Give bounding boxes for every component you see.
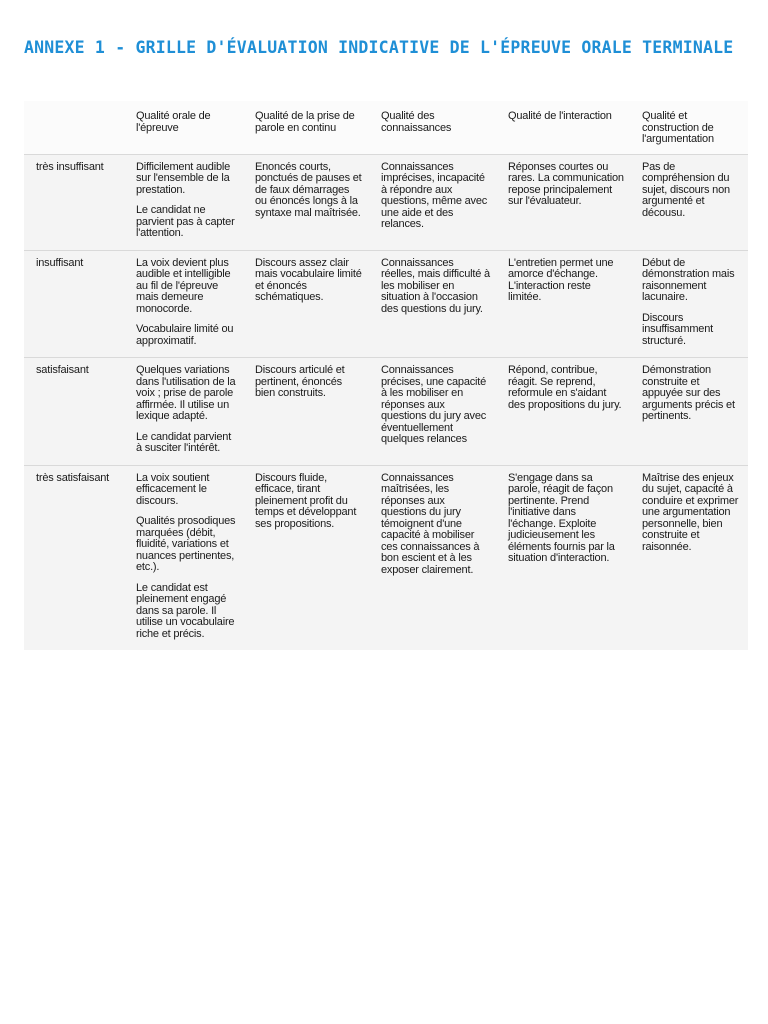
table-row [24,250,748,358]
column-header-oral-quality: Qualité orale de l'épreuve [124,101,243,154]
cell-paragraph: Discours assez clair mais vocabulaire limité et énoncés schématiques. [255,256,362,303]
column-header-continuous-speech: Qualité de la prise de parole en continu [243,101,369,154]
cell-argumentation [630,250,748,358]
cell-paragraph: Début de démonstration mais raisonnement lacunaire. [642,256,735,303]
row-level-label: insuffisant [24,250,124,358]
cell-interaction [496,250,630,358]
table-row [24,154,748,250]
cell-oral-quality [124,250,243,358]
cell-paragraph: Quelques variations dans l'utilisation de la voix ; prise de parole affirmée. Il utilise un lexique adapté. [136,364,236,422]
cell-paragraph: Discours articulé et pertinent, énoncés bien construits. [255,364,345,399]
table-body [24,154,748,650]
cell-paragraph: Discours fluide, efficace, tirant pleinement profit du temps et développant ses propositions. [255,471,357,530]
cell-continuous-speech [243,250,369,358]
cell-knowledge [369,154,496,250]
cell-paragraph: Réponses courtes ou rares. La communication repose principalement sur l'évaluateur. [508,160,624,207]
cell-knowledge [369,358,496,466]
cell-paragraph: Difficilement audible sur l'ensemble de la prestation. [136,160,231,196]
column-header-knowledge: Qualité des connaissances [369,101,496,154]
table-row [24,465,748,650]
cell-argumentation [630,358,748,466]
cell-paragraph: Enoncés courts, ponctués de pauses et de faux démarrages ou énoncés longs à la syntaxe mal maîtrisée. [255,160,362,219]
cell-interaction [496,465,630,650]
cell-continuous-speech [243,358,369,466]
cell-paragraph: S'engage dans sa parole, réagit de façon pertinente. Prend l'initiative dans l'échange. Exploite judicieusement les éléments fournis par la situation d'interaction. [508,471,615,564]
cell-continuous-speech [243,465,369,650]
cell-interaction [496,154,630,250]
cell-paragraph: L'entretien permet une amorce d'échange. L'interaction reste limitée. [508,256,614,303]
cell-paragraph: Maîtrise des enjeux du sujet, capacité à conduire et exprimer une argumentation personnelle, bien construite et raisonnée. [642,471,739,553]
cell-continuous-speech [243,154,369,250]
cell-paragraph: Le candidat ne parvient pas à capter l'attention. [136,204,235,239]
page-title: ANNEXE 1 - GRILLE D'ÉVALUATION INDICATIVE DE L'ÉPREUVE ORALE TERMINALE [24,38,734,57]
table-header-row [24,101,748,154]
cell-paragraph: Connaissances précises, une capacité à les mobiliser en réponses aux questions du jury avec éventuellement quelques relances [381,364,487,445]
evaluation-grid [24,101,748,650]
row-level-label: très insuffisant [24,154,124,250]
row-level-label: très satisfaisant [36,471,110,484]
cell-paragraph: Répond, contribue, réagit. Se reprend, reformule en s'aidant des propositions du jury. [508,364,622,411]
cell-argumentation [630,154,748,250]
cell-paragraph: Le candidat parvient à susciter l'intérêt. [136,430,232,454]
cell-interaction [496,358,630,466]
evaluation-table [24,101,748,650]
cell-oral-quality [124,358,243,466]
cell-knowledge [369,465,496,650]
table-row [24,358,748,466]
column-header-interaction: Qualité de l'interaction [496,101,630,154]
cell-paragraph: Le candidat est pleinement engagé dans sa parole. Il utilise un vocabulaire riche et précis. [136,581,235,640]
cell-paragraph: Qualités prosodiques marquées (débit, fluidité, variations et nuances pertinentes, etc.). [136,515,236,573]
cell-paragraph: Vocabulaire limité ou approximatif. [136,323,234,347]
cell-paragraph: Discours insuffisamment structuré. [642,311,713,347]
cell-paragraph: Connaissances imprécises, incapacité à répondre aux questions, même avec une aide et des relances. [381,160,488,230]
cell-oral-quality [124,154,243,250]
cell-argumentation [630,465,748,650]
column-header-empty [24,101,124,154]
cell-paragraph: La voix devient plus audible et intelligible au fil de l'épreuve mais demeure monocorde. [136,256,231,315]
row-level-label: satisfaisant [24,358,124,466]
cell-oral-quality [124,465,243,650]
cell-paragraph: Démonstration construite et appuyée sur des arguments précis et pertinents. [642,364,735,422]
column-header-argumentation: Qualité et construction de l'argumentation [630,101,748,154]
cell-paragraph: La voix soutient efficacement le discours. [136,471,210,507]
cell-paragraph: Connaissances réelles, mais difficulté à les mobiliser en situation à l'occasion des questions du jury. [381,256,490,315]
cell-paragraph: Connaissances maîtrisées, les réponses aux questions du jury témoignent d'une capacité à mobiliser ces connaissances à bon escient et à les exposer clairement. [381,471,480,576]
cell-knowledge [369,250,496,358]
cell-paragraph: Pas de compréhension du sujet, discours non argumenté et décousu. [642,160,730,219]
